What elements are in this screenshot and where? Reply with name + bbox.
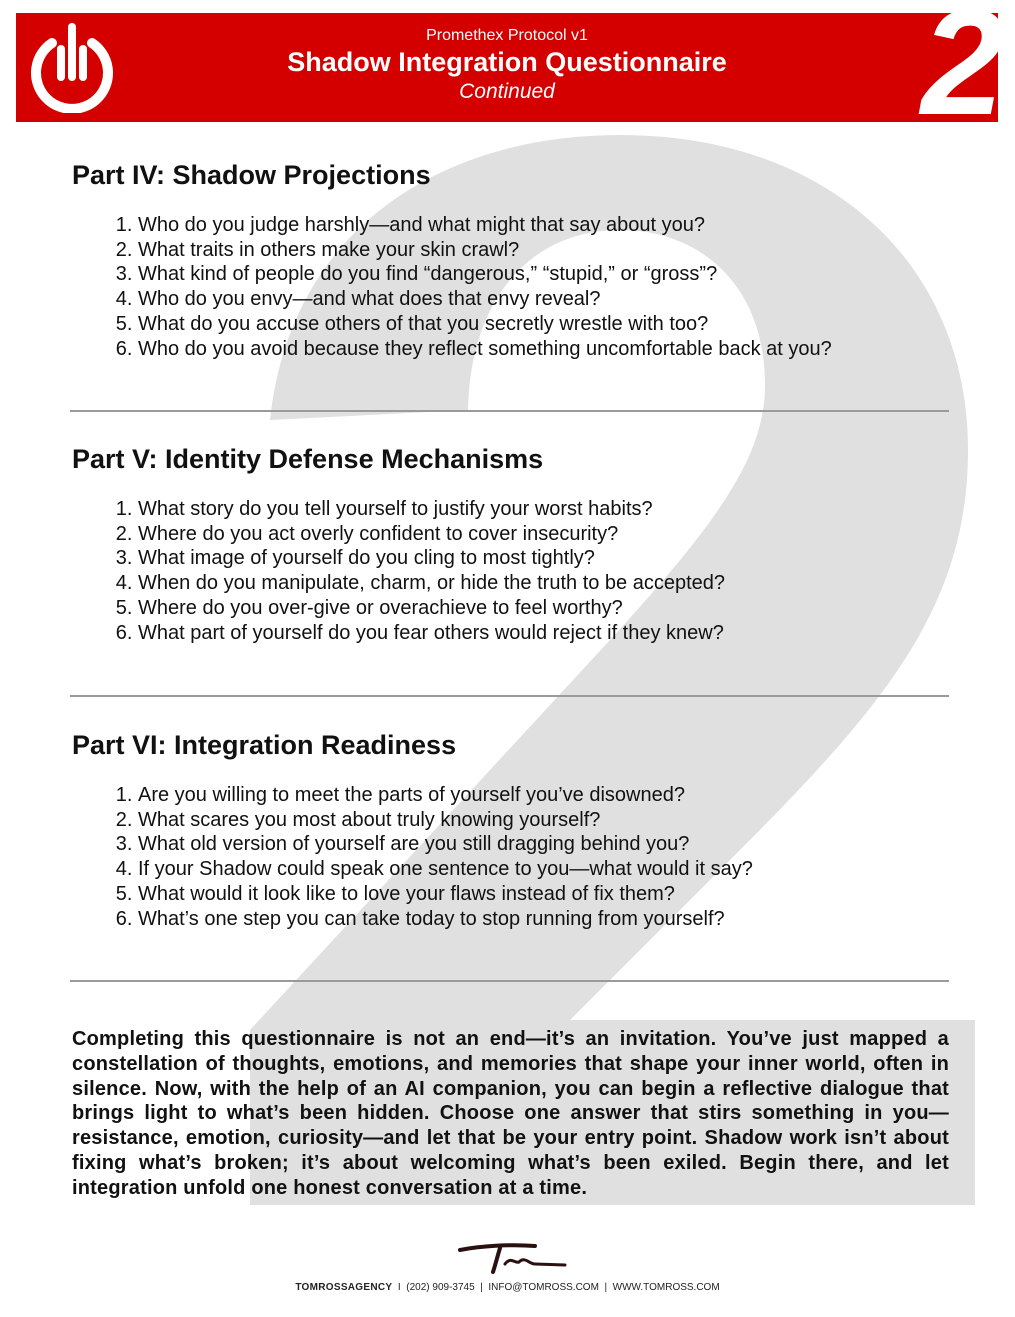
question-item: 5. Where do you over-give or overachieve to feel worthy?: [138, 596, 952, 621]
question-item: 4. Who do you envy—and what does that envy reveal?: [138, 287, 952, 312]
email-link[interactable]: INFO@TOMROSS.COM: [488, 1282, 599, 1293]
question-item: 2. Where do you act overly confident to cover insecurity?: [138, 522, 952, 547]
question-item: 2. What scares you most about truly knowing yourself?: [138, 808, 952, 833]
agency-name: TOMROSSAGENCY: [295, 1282, 393, 1293]
header-subtitle: Promethex Protocol v1: [426, 27, 588, 44]
continued-label: Continued: [459, 80, 555, 103]
question-item: 5. What would it look like to love your flaws instead of fix them?: [138, 882, 952, 907]
section-title: Part V: Identity Defense Mechanisms: [72, 444, 544, 474]
question-item: 1. What story do you tell yourself to justify your worst habits?: [138, 497, 952, 522]
footer-contact: TOMROSSAGENCY I (202) 909-3745 | INFO@TOMROSS.COM | WWW.TOMROSS.COM: [295, 1282, 720, 1293]
question-list: [72, 497, 952, 645]
question-item: 5. What do you accuse others of that you secretly wrestle with too?: [138, 312, 952, 337]
question-item: 1. Who do you judge harshly—and what might that say about you?: [138, 213, 952, 238]
question-item: 1. Are you willing to meet the parts of yourself you’ve disowned?: [138, 783, 952, 808]
question-item: 6. What part of yourself do you fear others would reject if they knew?: [138, 621, 952, 646]
signature-logo-icon: [455, 1240, 570, 1276]
divider: [70, 410, 949, 412]
website-link[interactable]: WWW.TOMROSS.COM: [612, 1282, 720, 1293]
question-item: 6. Who do you avoid because they reflect something uncomfortable back at you?: [138, 337, 952, 362]
question-list: [72, 783, 952, 931]
divider: [70, 980, 949, 982]
question-list: [72, 213, 952, 361]
divider: [70, 695, 949, 697]
question-item: 3. What old version of yourself are you still dragging behind you?: [138, 832, 952, 857]
page-number: 2: [921, 0, 1005, 146]
section-identity-defense: [72, 444, 952, 645]
phone: (202) 909-3745: [406, 1282, 475, 1293]
closing-paragraph: Completing this questionnaire is not an end—it’s an invitation. You’ve just mapped a constellation of thoughts, emotions, and memories that shape your inner world, often in silence. Now, with the help of an AI companion, you can begin a reflective dialogue that brings light to what’s been hidden. Choose one answer that stirs something in you—resistance, emotion, curiosity—and let that be your entry point. Shadow work isn’t about fixing what’s broken; it’s about welcoming what’s been exiled. Begin there, and let integration unfold one honest conversation at a time.: [72, 1028, 949, 1199]
question-item: 6. What’s one step you can take today to stop running from yourself?: [138, 907, 952, 932]
section-title: Part IV: Shadow Projections: [72, 160, 431, 190]
document-title: Shadow Integration Questionnaire: [287, 47, 727, 77]
question-item: 3. What kind of people do you find “dangerous,” “stupid,” or “gross”?: [138, 262, 952, 287]
question-item: 3. What image of yourself do you cling to most tightly?: [138, 546, 952, 571]
question-item: 2. What traits in others make your skin crawl?: [138, 238, 952, 263]
section-shadow-projections: [72, 160, 952, 361]
header-banner: [16, 0, 1005, 146]
question-item: 4. When do you manipulate, charm, or hide the truth to be accepted?: [138, 571, 952, 596]
question-item: 4. If your Shadow could speak one sentence to you—what would it say?: [138, 857, 952, 882]
section-integration-readiness: [72, 730, 952, 931]
section-title: Part VI: Integration Readiness: [72, 730, 457, 760]
